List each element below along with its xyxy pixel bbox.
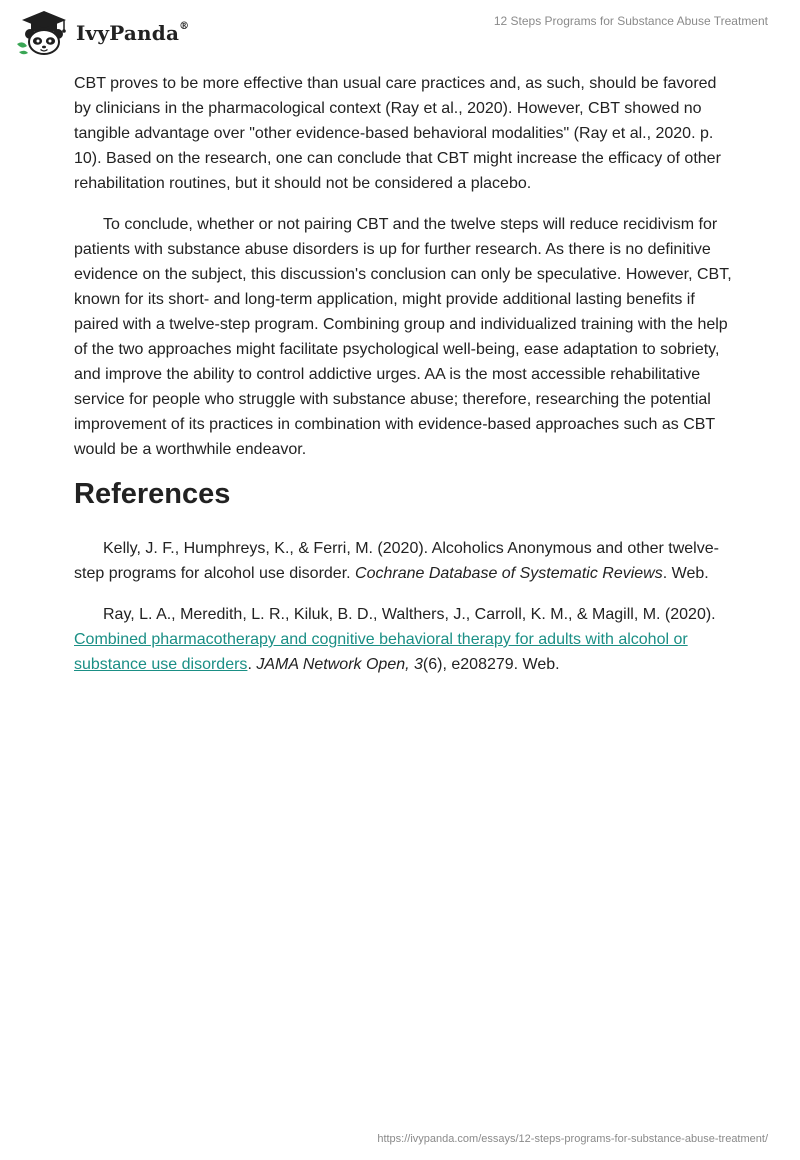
- reference-kelly-journal: Cochrane Database of Systematic Reviews: [355, 565, 663, 582]
- reference-ray-after-link: .: [247, 656, 257, 673]
- essay-content: [74, 71, 734, 693]
- reference-ray-tail: (6), e208279. Web.: [422, 656, 560, 673]
- body-paragraph-1: CBT proves to be more effective than usual care practices and, as such, should be favored by clinicians in the pharmacological context (Ray et al., 2020). However, CBT showed no tangible advantage over "other evidence-based behavioral modalities" (Ray et al., 2020. p. 10). Based on the research, one can conclude that CBT might increase the efficacy of other rehabilitation routines, but it should not be considered a placebo.: [74, 75, 721, 192]
- reference-kelly-authors: Kelly, J. F., Humphreys, K., & Ferri, M. (2020). Alcoholics Anonymous and other twelve-step programs for alcohol use disorder.: [74, 540, 719, 582]
- reference-ray-authors: Ray, L. A., Meredith, L. R., Kiluk, B. D., Walthers, J., Carroll, K. M., & Magill, M. (2020).: [103, 606, 716, 623]
- panda-graduate-icon: [14, 8, 74, 56]
- footer-url[interactable]: https://ivypanda.com/essays/12-steps-programs-for-substance-abuse-treatment/: [377, 1133, 768, 1145]
- reference-ray-link[interactable]: Combined pharmacotherapy and cognitive behavioral therapy for adults with alcohol or substance use disorders: [74, 631, 688, 673]
- page-header: [0, 0, 800, 64]
- brand-name: IvyPanda®: [76, 21, 190, 45]
- ivypanda-logo[interactable]: [14, 8, 189, 56]
- running-title: 12 Steps Programs for Substance Abuse Treatment: [493, 14, 768, 28]
- references-heading: References: [74, 478, 231, 510]
- registered-mark: ®: [179, 21, 190, 33]
- reference-entry-kelly: [74, 536, 734, 586]
- reference-ray-volume: 3: [414, 656, 423, 673]
- body-paragraph-2: To conclude, whether or not pairing CBT and the twelve steps will reduce recidivism for patients with substance abuse disorders is up for further research. As there is no definitive evidence on the subject, this discussion's conclusion can only be speculative. However, CBT, known for its short- and long-term application, might provide additional lasting benefits if paired with a twelve-step program. Combining group and individualized training with the help of the two approaches might facilitate psychological well-being, ease adaptation to sobriety, and improve the ability to control addictive urges. AA is the most accessible rehabilitative service for people who struggle with substance abuse; therefore, researching the potential improvement of its practices in combination with evidence-based approaches such as CBT would be a worthwhile endeavor.: [74, 216, 732, 458]
- reference-kelly-tail: . Web.: [662, 565, 709, 582]
- reference-ray-journal: JAMA Network Open,: [256, 656, 415, 673]
- reference-entry-ray: [74, 602, 734, 677]
